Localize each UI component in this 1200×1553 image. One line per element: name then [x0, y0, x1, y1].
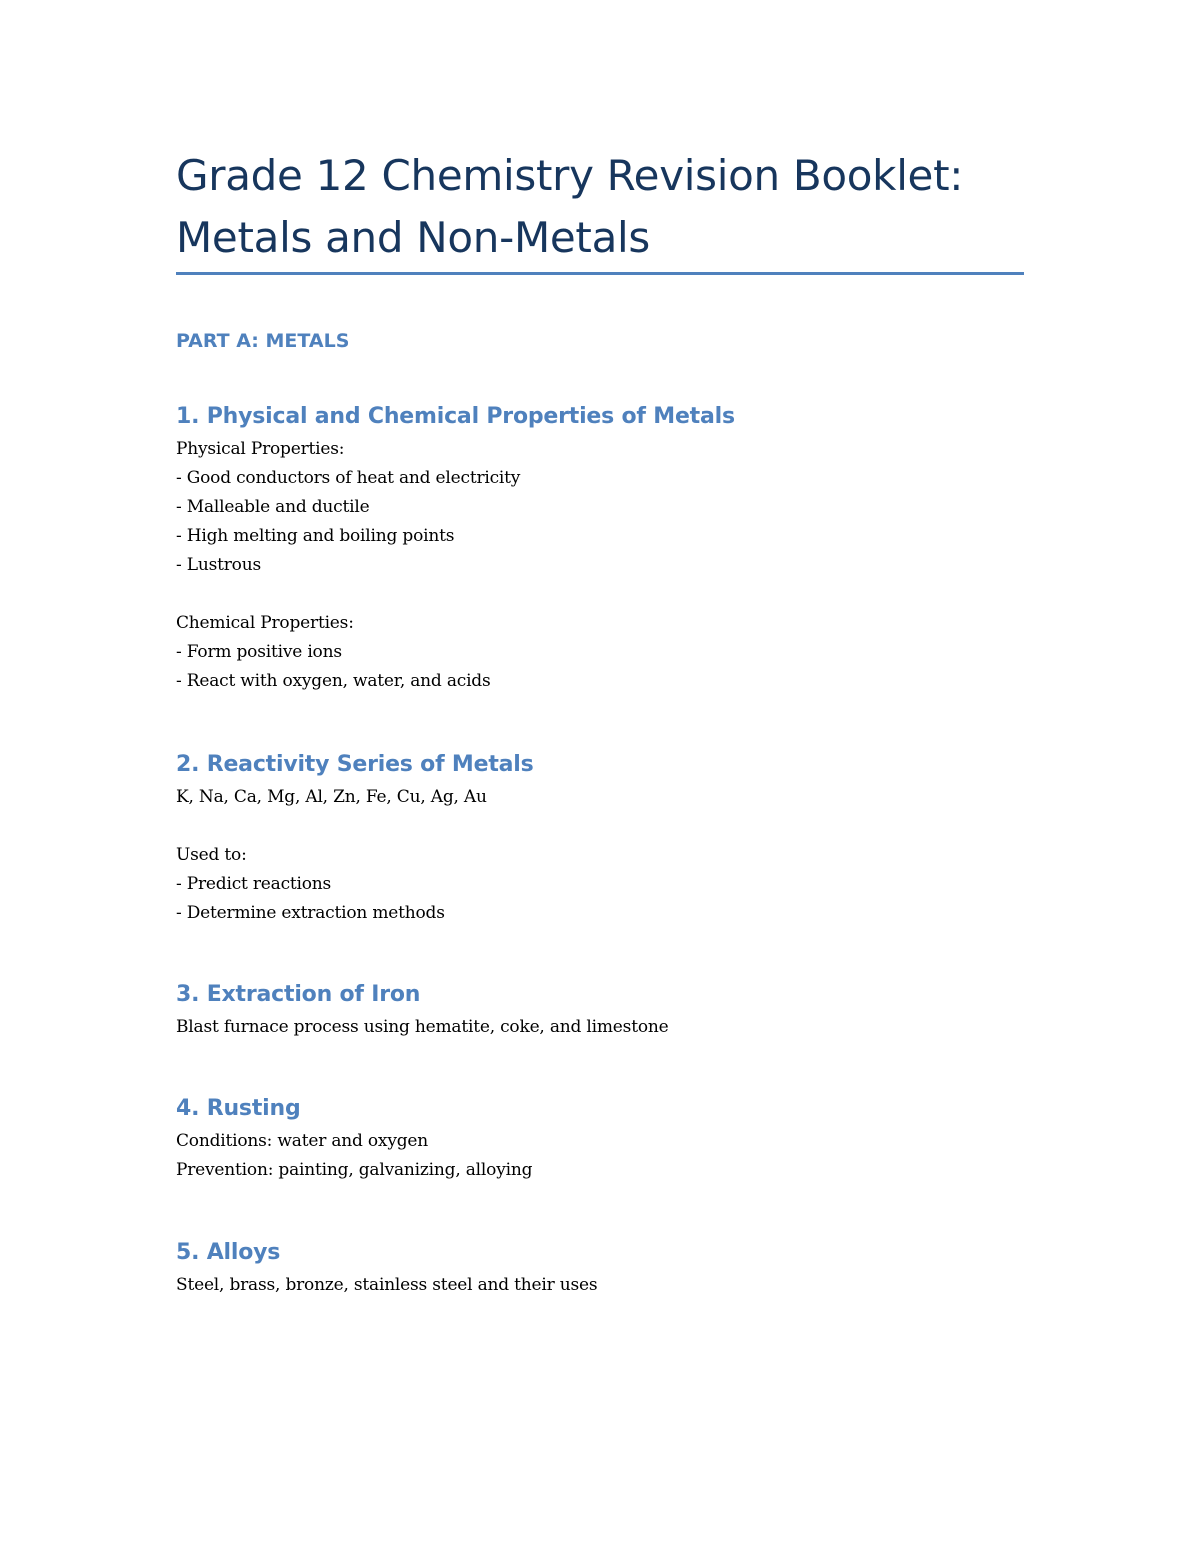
section-alloys — [176, 1239, 1036, 1300]
list-item: - React with oxygen, water, and acids — [176, 671, 491, 691]
list-item: - Lustrous — [176, 555, 261, 575]
rusting-conditions: Conditions: water and oxygen — [176, 1131, 429, 1151]
blank-line — [176, 580, 1036, 609]
chemical-properties-label: Chemical Properties: — [176, 613, 354, 633]
title-underline-divider — [176, 272, 1024, 275]
part-a-heading: PART A: METALS — [176, 330, 350, 352]
document-title — [176, 145, 1036, 269]
section-extraction — [176, 981, 1036, 1042]
section-heading-alloys: 5. Alloys — [176, 1240, 281, 1265]
list-item: - Good conductors of heat and electricity — [176, 468, 521, 488]
title-line-1: Grade 12 Chemistry Revision Booklet: — [176, 151, 964, 200]
rusting-prevention: Prevention: painting, galvanizing, alloying — [176, 1160, 533, 1180]
section-heading-properties: 1. Physical and Chemical Properties of Metals — [176, 404, 735, 429]
physical-properties-label: Physical Properties: — [176, 439, 345, 459]
section-reactivity — [176, 751, 1036, 928]
section-heading-rusting: 4. Rusting — [176, 1096, 301, 1121]
reactivity-series: K, Na, Ca, Mg, Al, Zn, Fe, Cu, Ag, Au — [176, 787, 487, 807]
alloys-text: Steel, brass, bronze, stainless steel and their uses — [176, 1275, 598, 1295]
title-line-2: Metals and Non-Metals — [176, 213, 650, 262]
section-rusting — [176, 1095, 1036, 1185]
list-item: - High melting and boiling points — [176, 526, 455, 546]
list-item: - Malleable and ductile — [176, 497, 370, 517]
used-to-label: Used to: — [176, 845, 247, 865]
list-item: - Determine extraction methods — [176, 903, 445, 923]
section-heading-extraction: 3. Extraction of Iron — [176, 982, 421, 1007]
list-item: - Predict reactions — [176, 874, 332, 894]
extraction-text: Blast furnace process using hematite, coke, and limestone — [176, 1017, 669, 1037]
section-heading-reactivity: 2. Reactivity Series of Metals — [176, 752, 534, 777]
blank-line — [176, 812, 1036, 841]
section-properties — [176, 403, 1036, 696]
list-item: - Form positive ions — [176, 642, 342, 662]
